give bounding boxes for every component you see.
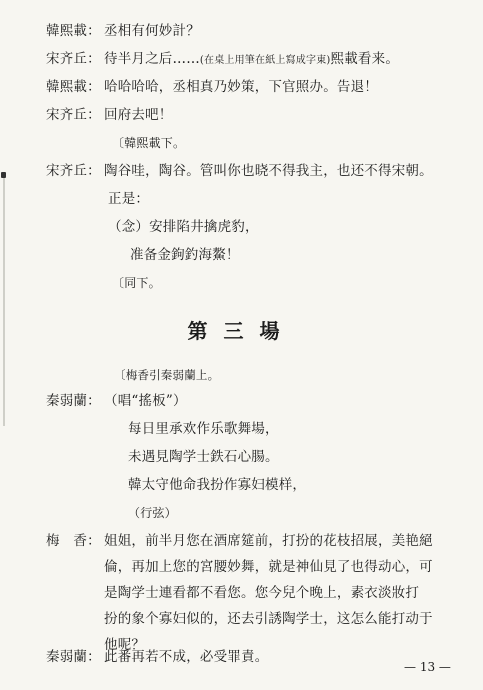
dialogue: （唱“搖板”） [104,393,187,409]
stage-direction: 〔韓熙載下。 [112,136,186,150]
scene-title: 第三場 [187,319,296,343]
dialogue-continuation: 是陶学士連看都不看您。您今兒个晚上，素衣淡妝打 [104,585,420,601]
script-line [46,22,200,40]
verse-line: 未遇見陶学士鉄石心腸。 [128,449,279,465]
dialogue: 丞相有何妙計？ [104,23,200,39]
dialogue-tail: 熙載看来。 [330,51,400,67]
page-number: — 13 — [404,660,451,674]
dialogue: 姐姐，前半月您在酒席筵前，打扮的花枝招展，美艳絕 [104,533,433,549]
binding-edge [3,176,5,426]
speaker: 宋齐丘： [46,107,101,123]
script-line [46,392,187,410]
speaker: 宋齐丘： [46,163,101,179]
stage-note: (在桌上用筆在紙上寫成字東) [199,55,331,66]
dialogue: 陶谷哇，陶谷。管叫你也晓不得我主，也还不得宋朝。 [104,163,433,179]
verse-line: 准备金鉤釣海鰲！ [130,247,240,263]
dialogue-continuation: 扮的象个寡妇似的，还去引誘陶学士，这怎么能打动于 [104,611,433,627]
speaker: 秦弱蘭： [46,393,101,409]
speaker: 梅 香： [46,533,101,549]
stage-direction: 〔同下。 [112,276,161,290]
dialogue-continuation: 他呢？ [104,637,146,653]
script-line [46,106,173,124]
script-line [46,50,399,70]
dialogue-continuation: 倫，再加上您的宮腰妙舞，就是神仙見了也得动心，可 [104,559,433,575]
verse-line: 每日里承欢作乐歌舞場， [128,421,279,437]
dialogue: 哈哈哈哈，丞相真乃妙策，下官照办。告退！ [104,79,378,95]
stage-direction: 〔梅香引秦弱蘭上。 [114,368,220,382]
dialogue: 待半月之后…… [104,51,200,67]
script-line [46,532,433,550]
speaker: 韓熙載： [46,23,101,39]
stage-direction: （行弦） [128,506,177,520]
binding-mark [1,172,6,178]
script-line [46,648,268,666]
script-line: 正是： [108,191,150,207]
speaker: 宋齐丘： [46,51,101,67]
dialogue: 回府去吧！ [104,107,173,123]
verse-line: （念）安排陷井擒虎豹， [108,219,259,235]
dialogue: 此番再若不成，必受罪責。 [104,649,269,665]
script-line [46,162,433,180]
speaker: 韓熙載： [46,79,101,95]
speaker: 秦弱蘭： [46,649,101,665]
verse-line: 韓太守他命我扮作寡妇模样， [128,477,307,493]
script-line [46,78,378,96]
